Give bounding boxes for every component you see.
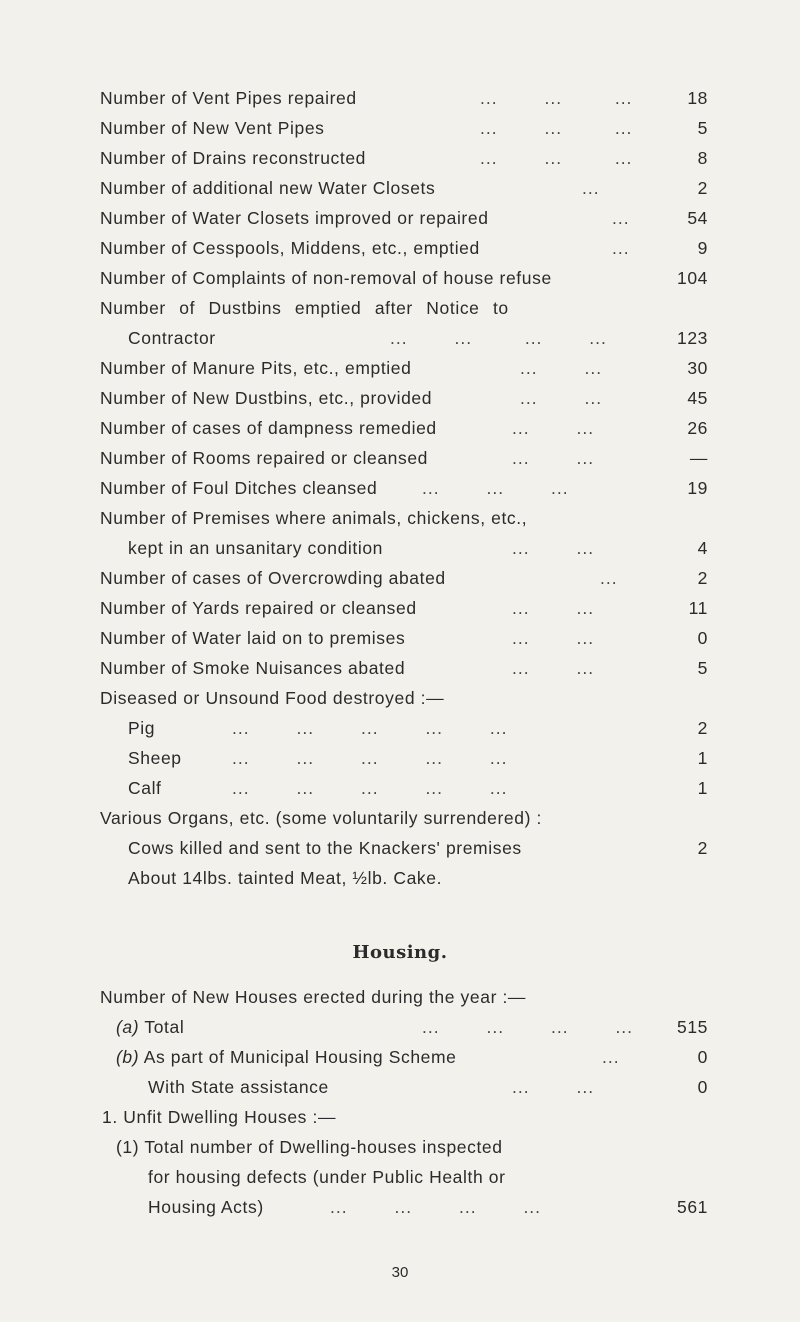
list-item (0, 413, 800, 443)
item-label: Number of Yards repaired or cleansed (100, 598, 417, 618)
housing-total-row (0, 1012, 800, 1042)
leader-dots: ... (602, 1047, 620, 1067)
item-value: 54 (687, 208, 708, 228)
item-value: 30 (687, 358, 708, 378)
leader-dots: ... (612, 238, 630, 258)
item-label: Number of Foul Ditches cleansed (100, 478, 378, 498)
cows-value: 2 (697, 838, 708, 858)
leader-dots: ... (582, 178, 600, 198)
item-label: As part of Municipal Housing Scheme (143, 1047, 457, 1067)
list-item (0, 503, 800, 533)
list-item (0, 263, 800, 293)
food-item (0, 713, 800, 743)
list-item (0, 293, 800, 323)
leader-dots: ... ... ... (422, 478, 569, 498)
leader-dots: ... ... (512, 658, 595, 678)
item-label: Number of Dustbins emptied after Notice to (100, 298, 509, 318)
list-item (0, 113, 800, 143)
list-item (0, 593, 800, 623)
item-label: Number of cases of Overcrowding abated (100, 568, 446, 588)
item-label: Number of Water laid on to premises (100, 628, 406, 648)
leader-dots: ... ... ... ... ... (232, 748, 508, 768)
tainted-meat-line: About 14lbs. tainted Meat, ½lb. Cake. (128, 868, 443, 888)
cows-line: Cows killed and sent to the Knackers' premises 2 (0, 833, 800, 863)
item-label: Number of Drains reconstructed (100, 148, 367, 168)
item-value: 0 (697, 1077, 708, 1097)
food-item-label: Sheep (128, 748, 182, 768)
item-value: 26 (687, 418, 708, 438)
item-value: 18 (687, 88, 708, 108)
item-label-continued: kept in an unsanitary condition (128, 538, 384, 558)
leader-dots: ... ... ... ... (330, 1197, 542, 1217)
leader-dots: ... ... (512, 418, 595, 438)
leader-dots: ... ... ... ... ... (232, 718, 508, 738)
item-label: Number of Vent Pipes repaired (100, 88, 357, 108)
housing-state-row (0, 1072, 800, 1102)
list-item (0, 443, 800, 473)
item-value: 561 (677, 1197, 708, 1217)
item-value: 19 (687, 478, 708, 498)
item-label: Number of Manure Pits, etc., emptied (100, 358, 412, 378)
item-label: Number of Water Closets improved or repaired (100, 208, 489, 228)
food-item (0, 743, 800, 773)
item-label: Number of additional new Water Closets (100, 178, 436, 198)
leader-dots: ... ... ... (480, 88, 633, 108)
list-item-continuation (0, 533, 800, 563)
page-number: 30 (391, 1264, 409, 1281)
item-value: 9 (697, 238, 708, 258)
list-item-continuation (0, 323, 800, 353)
item-value: 2 (697, 568, 708, 588)
food-item-label: Calf (128, 778, 162, 798)
housing-municipal-row (0, 1042, 800, 1072)
item-value: 8 (697, 148, 708, 168)
leader-dots: ... (612, 208, 630, 228)
list-item (0, 563, 800, 593)
item-label: With State assistance (148, 1077, 329, 1097)
leader-dots: ... ... (512, 598, 595, 618)
list-item (0, 653, 800, 683)
housing-intro: Number of New Houses erected during the year :— (100, 987, 527, 1007)
leader-dots: ... ... ... (480, 148, 633, 168)
leader-dots: ... ... ... (480, 118, 633, 138)
food-item (0, 773, 800, 803)
leader-dots: ... ... (512, 448, 595, 468)
leader-dots: ... ... (520, 358, 603, 378)
item-value: 45 (687, 388, 708, 408)
unfit-heading: 1. Unfit Dwelling Houses :— (102, 1107, 337, 1127)
item-value: 104 (677, 268, 708, 288)
item-label: Total (144, 1017, 185, 1037)
leader-dots: ... ... (520, 388, 603, 408)
leader-dots: ... ... ... ... (422, 1017, 634, 1037)
list-item (0, 623, 800, 653)
list-item (0, 173, 800, 203)
list-item (0, 353, 800, 383)
leader-dots: ... ... (512, 538, 595, 558)
list-item (0, 83, 800, 113)
item-label: Number of Premises where animals, chickens, etc., (100, 508, 528, 528)
inspection-line: Housing Acts) ... ... ... ... 561 (0, 1192, 800, 1222)
item-label: Number of cases of dampness remedied (100, 418, 437, 438)
item-label: Number of Smoke Nuisances abated (100, 658, 406, 678)
leader-dots: ... ... (512, 1077, 595, 1097)
various-organs-line: Various Organs, etc. (some voluntarily surrendered) : (100, 808, 542, 828)
leader-dots: ... (600, 568, 618, 588)
item-value: 0 (697, 1047, 708, 1067)
inspection-line: for housing defects (under Public Health or (148, 1167, 506, 1187)
food-item-value: 1 (697, 778, 708, 798)
item-label: Number of New Vent Pipes (100, 118, 325, 138)
leader-dots: ... ... (512, 628, 595, 648)
item-value: 11 (688, 598, 708, 618)
list-item (0, 143, 800, 173)
item-value: 2 (697, 178, 708, 198)
food-item-value: 1 (697, 748, 708, 768)
item-label-continued: Contractor (128, 328, 216, 348)
food-heading: Diseased or Unsound Food destroyed :— (100, 688, 445, 708)
item-value: 5 (697, 118, 708, 138)
item-value: 123 (677, 328, 708, 348)
item-value: 0 (697, 628, 708, 648)
item-label: Number of Complaints of non-removal of house refuse (100, 268, 552, 288)
list-item (0, 383, 800, 413)
item-label: Number of New Dustbins, etc., provided (100, 388, 433, 408)
item-label: Number of Cesspools, Middens, etc., emptied (100, 238, 480, 258)
leader-dots: ... ... ... ... ... (232, 778, 508, 798)
list-item (0, 203, 800, 233)
list-item (0, 233, 800, 263)
item-value: 515 (677, 1017, 708, 1037)
item-label: Number of Rooms repaired or cleansed (100, 448, 428, 468)
item-value: — (689, 448, 708, 468)
item-value: 4 (697, 538, 708, 558)
item-marker: (a) (116, 1017, 140, 1037)
item-value: 5 (697, 658, 708, 678)
inspection-line: (1) Total number of Dwelling-houses inspected (116, 1137, 503, 1157)
food-item-label: Pig (128, 718, 156, 738)
housing-heading: Housing. (352, 942, 448, 963)
leader-dots: ... ... ... ... (390, 328, 607, 348)
list-item (0, 473, 800, 503)
item-marker: (b) (116, 1047, 140, 1067)
food-item-value: 2 (697, 718, 708, 738)
